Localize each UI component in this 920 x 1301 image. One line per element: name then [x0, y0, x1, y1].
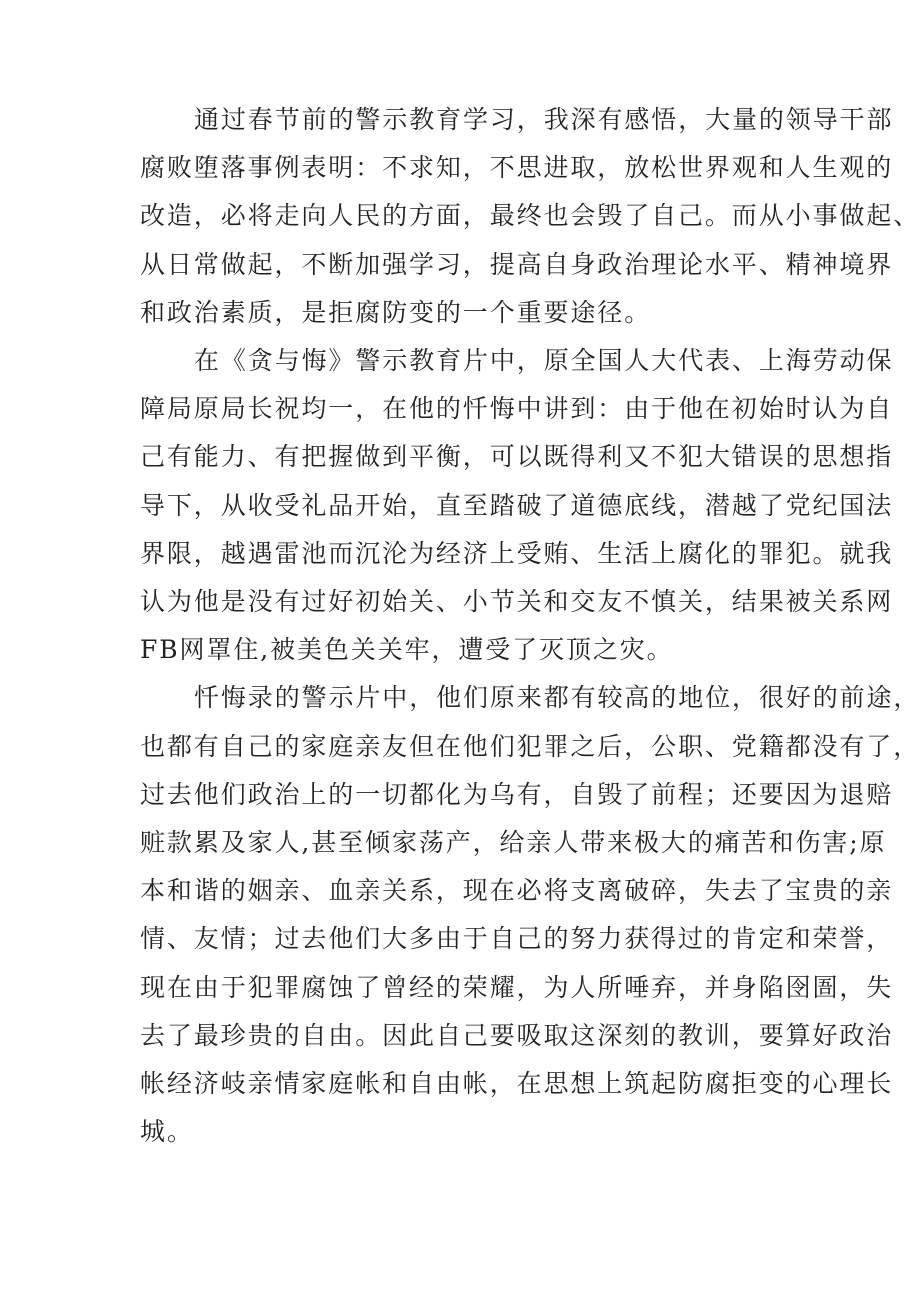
- paragraph-line: 腐败堕落事例表明：不求知，不思进取，放松世界观和人生观的: [140, 153, 894, 183]
- paragraph-line: 在《贪与悔》警示教育片中，原全国人大代表、上海劳动保: [194, 346, 894, 376]
- paragraph-line: 忏悔录的警示片中，他们原来都有较高的地位，很好的前途，: [194, 683, 920, 713]
- paragraph-line: 本和谐的姻亲、血亲关系，现在必将支离破碎，失去了宝贵的亲: [140, 876, 894, 906]
- document-body: [140, 96, 920, 1156]
- paragraph-line: 认为他是没有过好初始关、小节关和交友不慎关，结果被关系网: [140, 587, 894, 617]
- paragraph-1: [140, 96, 920, 337]
- paragraph-line: 情、友情；过去他们大多由于自己的努力获得过的肯定和荣誉，: [140, 924, 894, 954]
- paragraph-line: 去了最珍贵的自由。因此自己要吸取这深刻的教训，要算好政治: [140, 1020, 894, 1050]
- paragraph-line: 和政治素质，是拒腐防变的一个重要途径。: [140, 297, 652, 327]
- paragraph-2: [140, 337, 894, 674]
- paragraph-line: 也都有自己的家庭亲友但在他们犯罪之后，公职、党籍都没有了，: [140, 731, 920, 761]
- paragraph-line: 城。: [140, 1117, 194, 1147]
- paragraph-line: 障局原局长祝均一，在他的忏悔中讲到：由于他在初始时认为自: [140, 394, 894, 424]
- paragraph-line: 通过春节前的警示教育学习，我深有感悟，大量的领导干部: [194, 105, 894, 134]
- paragraph-line: 过去他们政治上的一切都化为乌有，自毁了前程；还要因为退赔: [140, 779, 894, 809]
- paragraph-line: 界限，越遇雷池而沉沦为经济上受贿、生活上腐化的罪犯。就我: [140, 538, 894, 568]
- paragraph-line: 帐经济岐亲情家庭帐和自由帐，在思想上筑起防腐拒变的心理长: [140, 1069, 894, 1099]
- paragraph-line: 从日常做起，不断加强学习，提高自身政治理论水平、精神境界: [140, 249, 894, 279]
- paragraph-line: FB网罩住,被美色关关牢，遭受了灭顶之灾。: [140, 635, 674, 665]
- paragraph-line: 改造，必将走向人民的方面，最终也会毁了自己。而从小事做起、: [140, 201, 920, 231]
- paragraph-3: [140, 674, 920, 1156]
- paragraph-line: 己有能力、有把握做到平衡，可以既得利又不犯大错误的思想指: [140, 442, 894, 472]
- paragraph-line: 现在由于犯罪腐蚀了曾经的荣耀，为人所唾弃，并身陷囹圄，失: [140, 972, 894, 1002]
- paragraph-line: 导下，从收受礼品开始，直至踏破了道德底线，潜越了党纪国法: [140, 490, 894, 520]
- paragraph-line: 赃款累及家人,甚至倾家荡产，给亲人带来极大的痛苦和伤害;原: [140, 828, 887, 858]
